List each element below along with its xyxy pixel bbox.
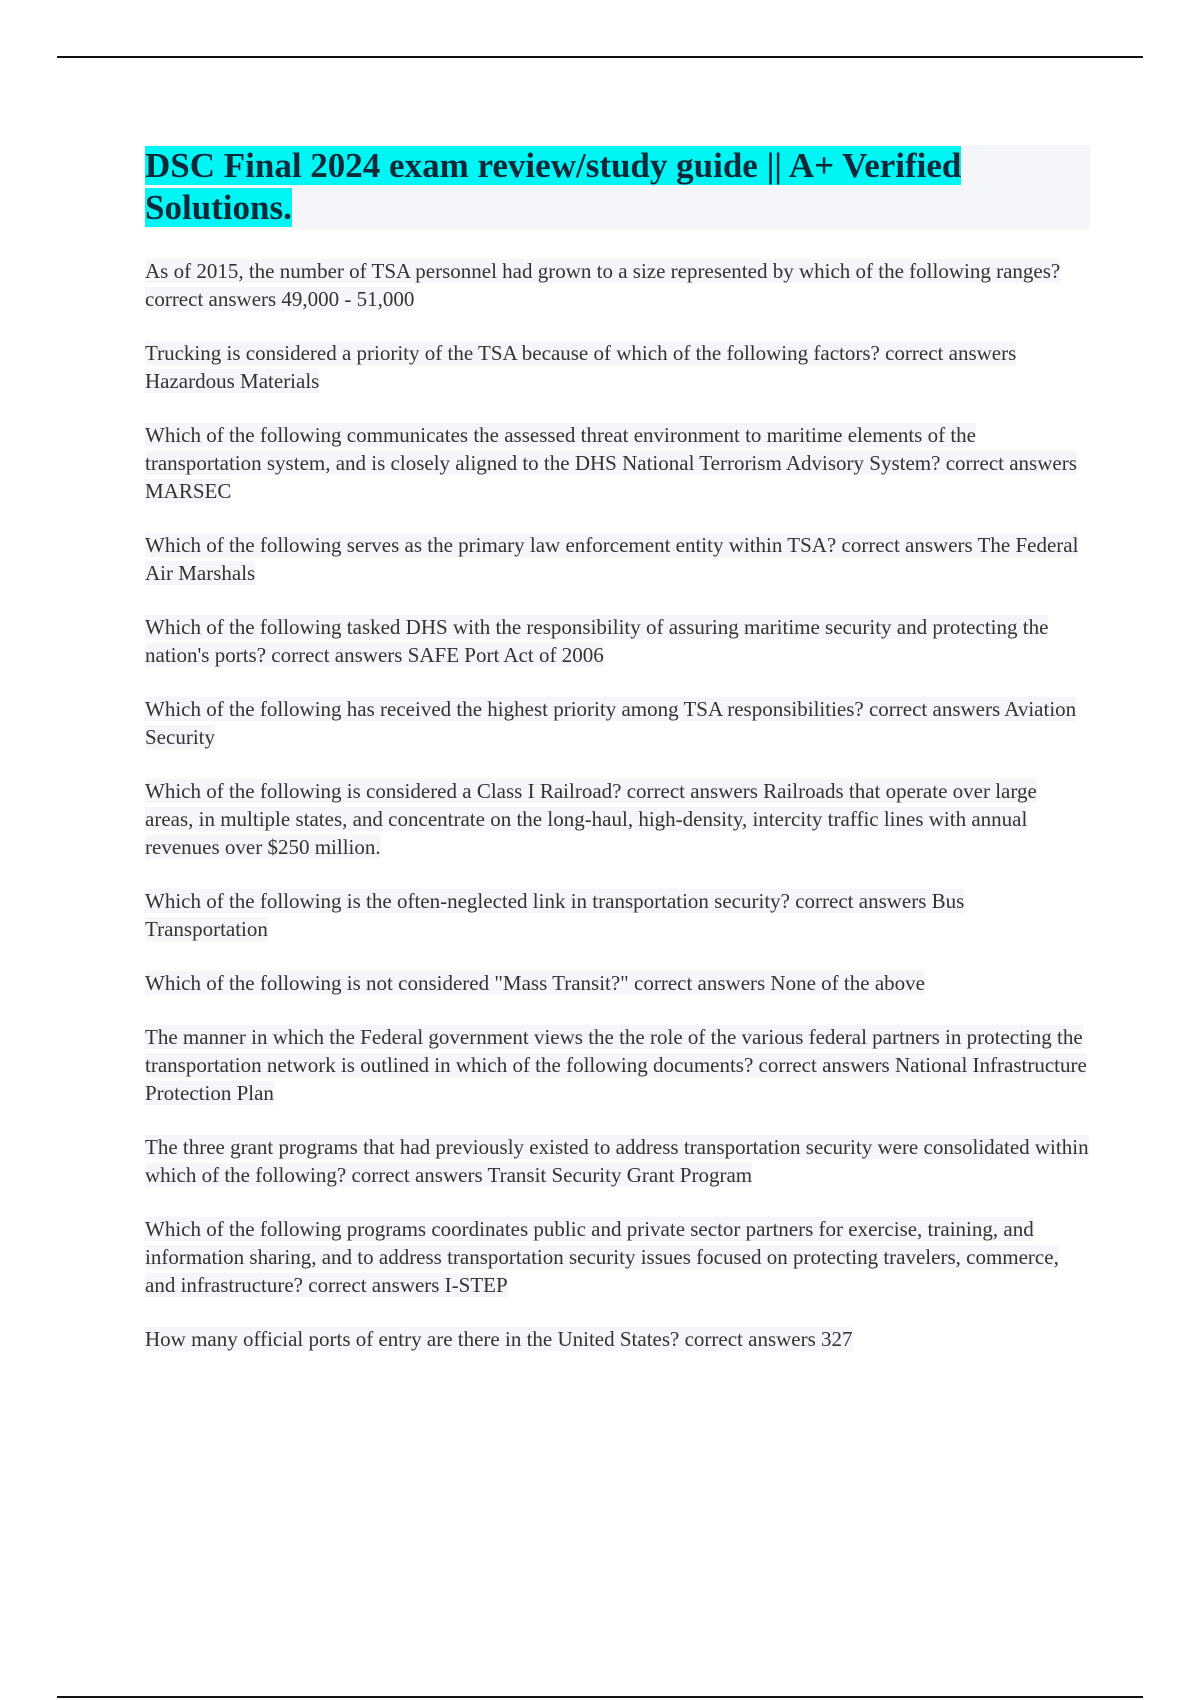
qa-item bbox=[145, 339, 1090, 395]
qa-item-text: Which of the following communicates the assessed threat environment to maritime elements of the transportation system, and is closely aligned to the DHS National Terrorism Advisory System? correct answers MARSEC bbox=[145, 423, 1077, 503]
qa-item bbox=[145, 1215, 1090, 1299]
qa-item-text: Which of the following programs coordinates public and private sector partners for exercise, training, and information sharing, and to address transportation security issues focused on protecting travelers, commerce, and infrastructure? correct answers I-STEP bbox=[145, 1217, 1059, 1297]
qa-item bbox=[145, 531, 1090, 587]
qa-item bbox=[145, 613, 1090, 669]
qa-item-text: The manner in which the Federal government views the the role of the various federal partners in protecting the transportation network is outlined in which of the following documents? correct answers National Infrastructure Protection Plan bbox=[145, 1025, 1087, 1105]
qa-item-text: Which of the following tasked DHS with the responsibility of assuring maritime security and protecting the nation's ports? correct answers SAFE Port Act of 2006 bbox=[145, 615, 1049, 667]
title-block bbox=[145, 145, 1090, 229]
qa-item-text: The three grant programs that had previously existed to address transportation security were consolidated within which of the following? correct answers Transit Security Grant Program bbox=[145, 1135, 1089, 1187]
document-title bbox=[145, 145, 1090, 229]
qa-item-text: Trucking is considered a priority of the TSA because of which of the following factors? correct answers Hazardous Materials bbox=[145, 341, 1017, 393]
qa-item bbox=[145, 887, 1090, 943]
qa-item bbox=[145, 1325, 1090, 1353]
qa-item-text: Which of the following is the often-neglected link in transportation security? correct answers Bus Transportation bbox=[145, 889, 965, 941]
qa-list bbox=[145, 257, 1090, 1353]
qa-item bbox=[145, 421, 1090, 505]
qa-item bbox=[145, 257, 1090, 313]
qa-item bbox=[145, 1023, 1090, 1107]
qa-item-text: As of 2015, the number of TSA personnel had grown to a size represented by which of the following ranges? correct answers 49,000 - 51,000 bbox=[145, 259, 1061, 311]
qa-item-text: Which of the following is not considered "Mass Transit?" correct answers None of the above bbox=[145, 971, 925, 995]
qa-item-text: Which of the following is considered a Class I Railroad? correct answers Railroads that operate over large areas, in multiple states, and concentrate on the long-haul, high-density, intercity traffic lines with annual revenues over $250 million. bbox=[145, 779, 1037, 859]
qa-item bbox=[145, 777, 1090, 861]
header-rule bbox=[57, 56, 1143, 58]
qa-item bbox=[145, 969, 1090, 997]
qa-item-text: Which of the following has received the highest priority among TSA responsibilities? correct answers Aviation Security bbox=[145, 697, 1077, 749]
footer-rule bbox=[57, 1696, 1143, 1698]
qa-item bbox=[145, 1133, 1090, 1189]
qa-item bbox=[145, 695, 1090, 751]
qa-item-text: How many official ports of entry are there in the United States? correct answers 327 bbox=[145, 1327, 853, 1351]
qa-item-text: Which of the following serves as the primary law enforcement entity within TSA? correct answers The Federal Air Marshals bbox=[145, 533, 1079, 585]
document-body bbox=[145, 145, 1090, 1379]
document-title-text: DSC Final 2024 exam review/study guide || A+ Verified Solutions. bbox=[145, 146, 962, 227]
